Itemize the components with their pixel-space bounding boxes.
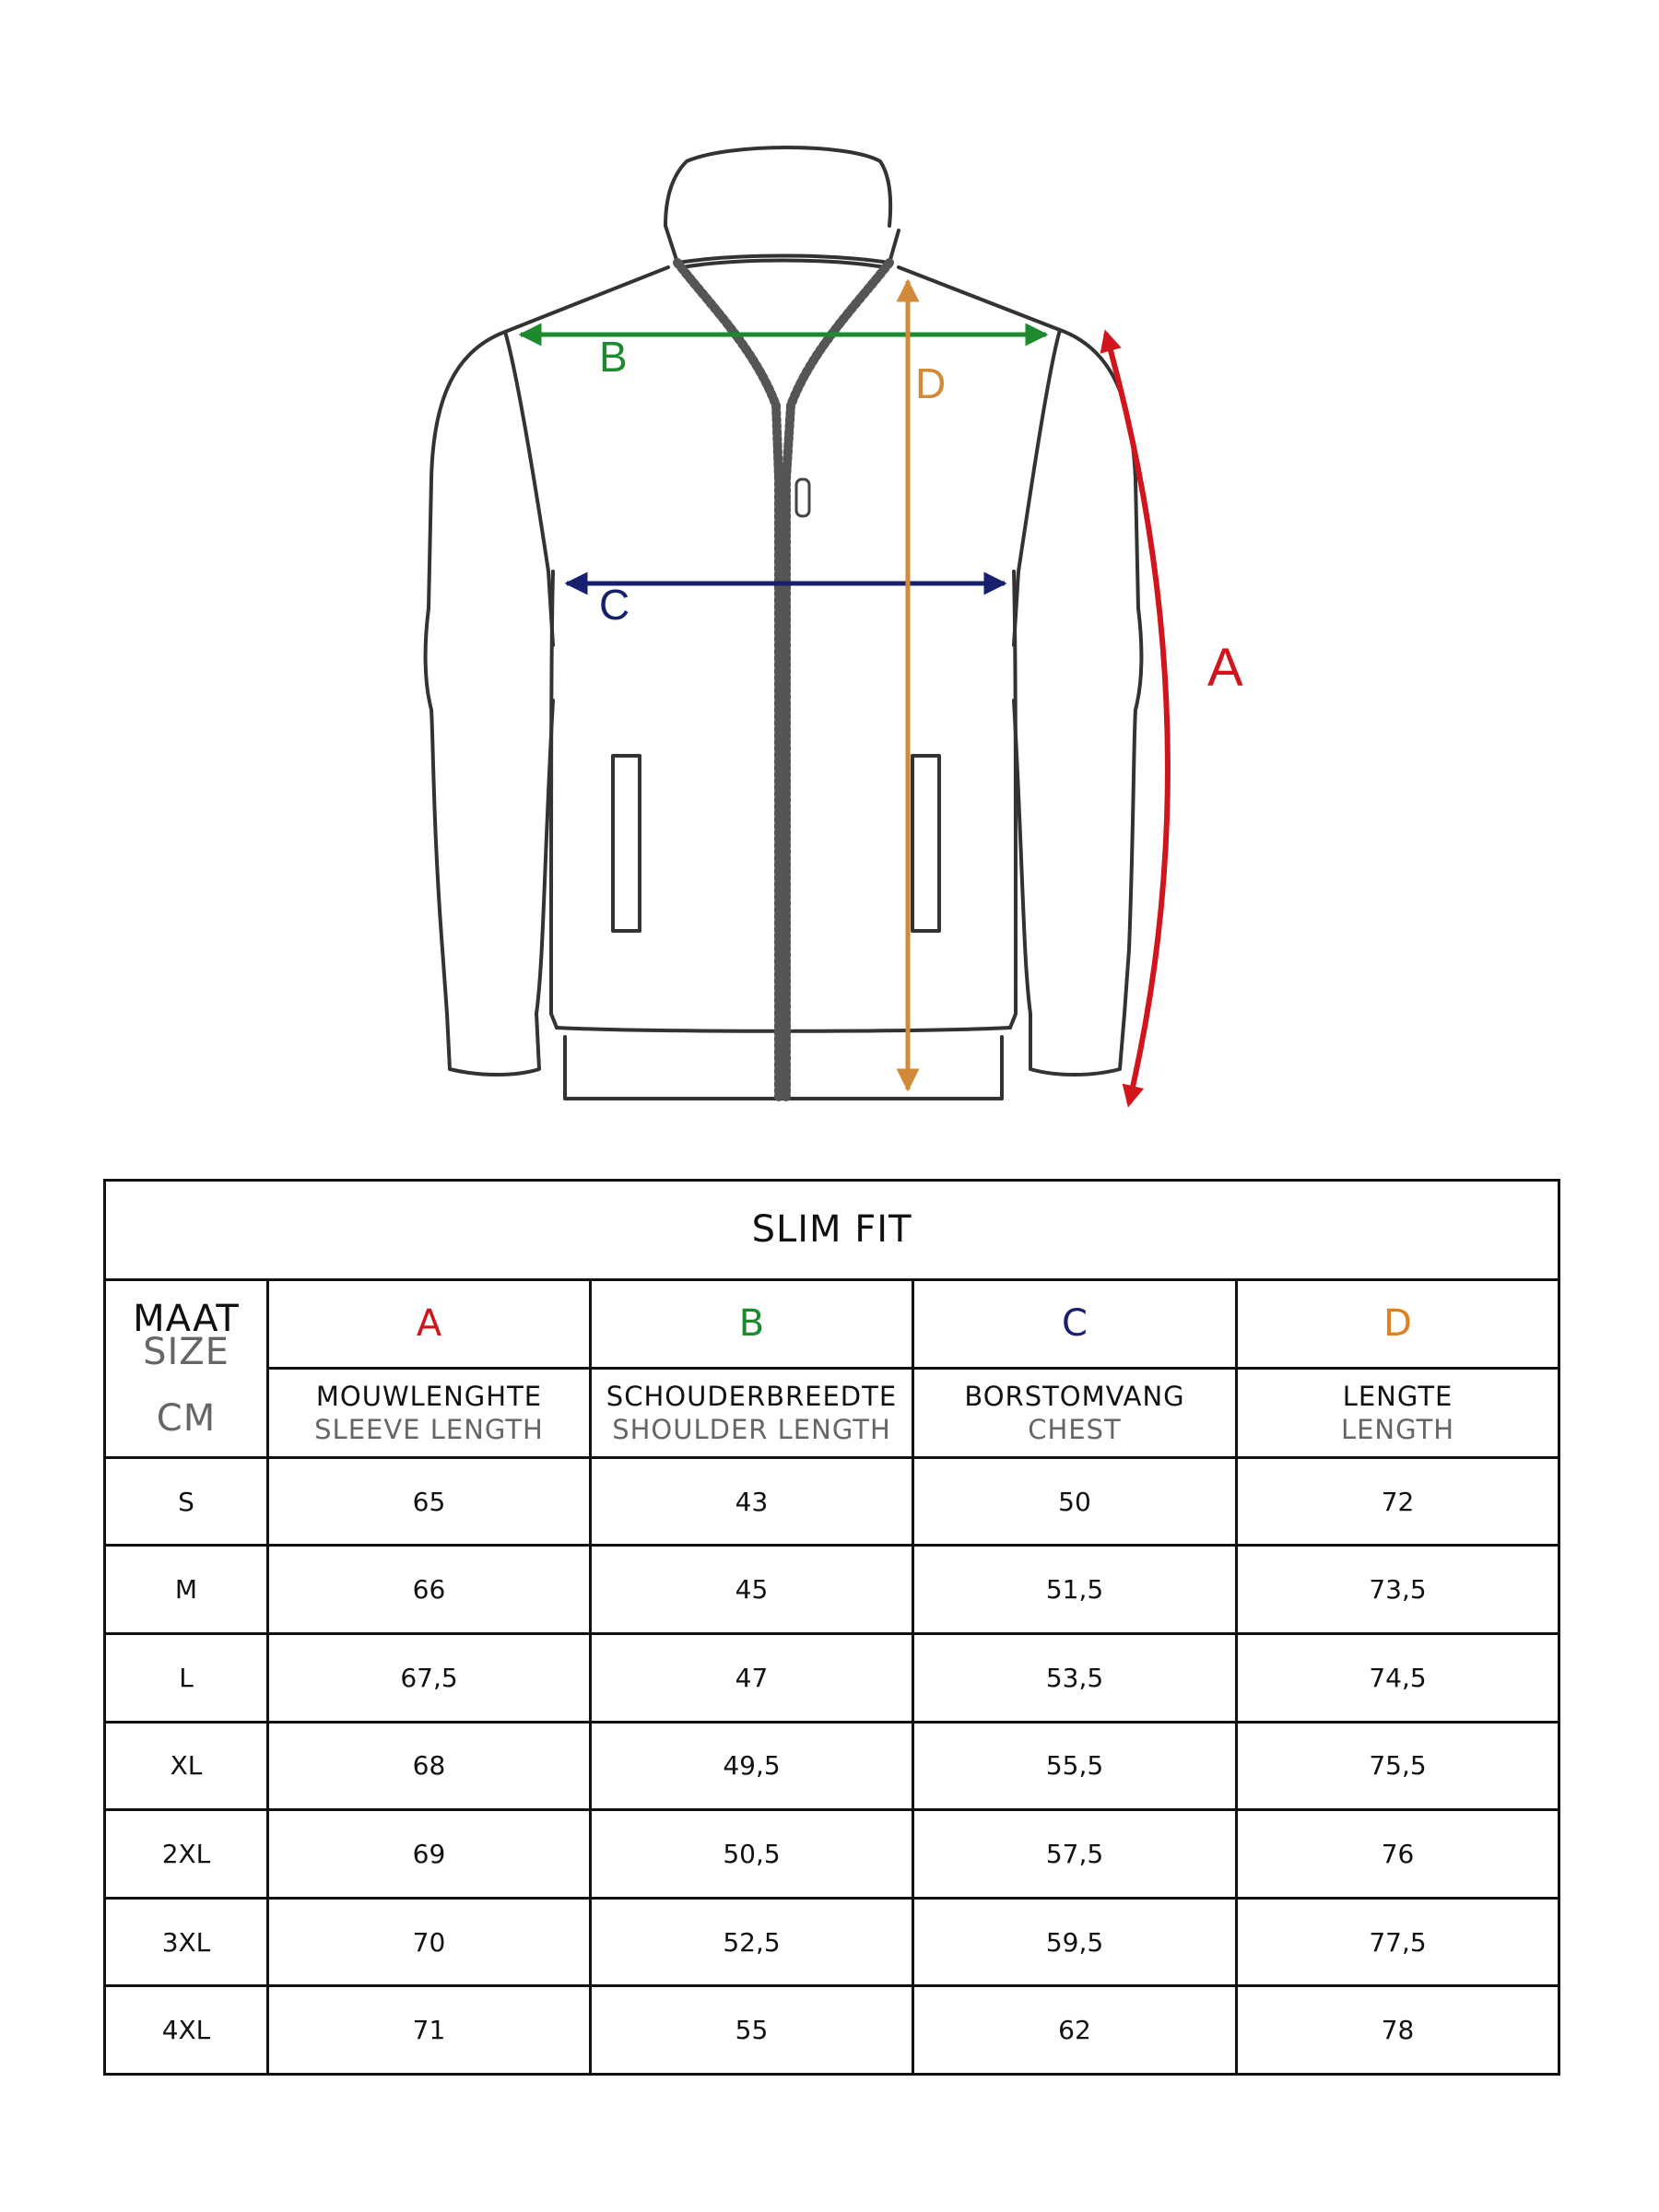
value-cell: 57,5 [913, 1810, 1237, 1899]
shoulder-measure-arrow [521, 333, 1046, 381]
value-cell: 53,5 [913, 1634, 1237, 1723]
table-row [105, 1898, 1559, 1986]
column-letter-c: C [913, 1279, 1237, 1369]
column-label-nl: LENGTE [1342, 1381, 1453, 1413]
label-b: B [599, 333, 628, 381]
value-cell: 59,5 [913, 1898, 1237, 1986]
column-label-nl: SCHOUDERBREEDTE [606, 1381, 898, 1413]
value-cell: 50 [913, 1457, 1237, 1546]
column-letter-d: D [1237, 1279, 1559, 1369]
zipper [677, 263, 889, 1097]
table-row [105, 1546, 1559, 1634]
column-label-chest [913, 1369, 1237, 1458]
column-label-nl: MOUWLENGHTE [315, 1381, 543, 1413]
table-row [105, 1810, 1559, 1899]
size-header-en: SIZE [143, 1330, 229, 1373]
label-c: C [599, 581, 630, 629]
value-cell: 62 [913, 1986, 1237, 2075]
table-row [105, 1634, 1559, 1723]
label-d: D [915, 359, 947, 407]
column-label-sleeve [268, 1369, 591, 1458]
label-a: A [1207, 638, 1243, 698]
column-label-en: CHEST [1028, 1414, 1122, 1446]
value-cell: 77,5 [1237, 1898, 1559, 1986]
value-cell: 51,5 [913, 1546, 1237, 1634]
column-letter-a: A [268, 1279, 591, 1369]
column-letter-b: B [591, 1279, 913, 1369]
size-cell: M [105, 1546, 268, 1634]
table-row [105, 1457, 1559, 1546]
value-cell: 49,5 [591, 1722, 913, 1810]
value-cell: 47 [591, 1634, 913, 1723]
column-label-shoulder [591, 1369, 913, 1458]
size-cell: 2XL [105, 1810, 268, 1899]
table-title: SLIM FIT [105, 1181, 1559, 1280]
size-header [105, 1279, 268, 1457]
size-cell: 3XL [105, 1898, 268, 1986]
value-cell: 68 [268, 1722, 591, 1810]
value-cell: 50,5 [591, 1810, 913, 1899]
value-cell: 55 [591, 1986, 913, 2075]
size-chart-table [103, 1179, 1560, 2076]
column-label-nl: BORSTOMVANG [964, 1381, 1185, 1413]
value-cell: 67,5 [268, 1634, 591, 1723]
value-cell: 66 [268, 1546, 591, 1634]
value-cell: 45 [591, 1546, 913, 1634]
value-cell: 72 [1237, 1457, 1559, 1546]
length-measure-arrow [908, 281, 946, 1089]
column-label-en: LENGTH [1340, 1414, 1455, 1446]
size-cell: 4XL [105, 1986, 268, 2075]
unit-label: CM [156, 1396, 217, 1440]
value-cell: 52,5 [591, 1898, 913, 1986]
size-cell: XL [105, 1722, 268, 1810]
value-cell: 78 [1237, 1986, 1559, 2075]
table-row [105, 1722, 1559, 1810]
size-cell: S [105, 1457, 268, 1546]
size-header-nl: MAAT [133, 1297, 240, 1340]
column-label-en: SLEEVE LENGTH [314, 1414, 544, 1446]
value-cell: 75,5 [1237, 1722, 1559, 1810]
value-cell: 43 [591, 1457, 913, 1546]
table-row [105, 1986, 1559, 2075]
column-label-length [1237, 1369, 1559, 1458]
value-cell: 69 [268, 1810, 591, 1899]
value-cell: 70 [268, 1898, 591, 1986]
value-cell: 76 [1237, 1810, 1559, 1899]
value-cell: 74,5 [1237, 1634, 1559, 1723]
column-label-en: SHOULDER LENGTH [612, 1414, 891, 1446]
value-cell: 55,5 [913, 1722, 1237, 1810]
value-cell: 71 [268, 1986, 591, 2075]
size-cell: L [105, 1634, 268, 1723]
value-cell: 65 [268, 1457, 591, 1546]
value-cell: 73,5 [1237, 1546, 1559, 1634]
